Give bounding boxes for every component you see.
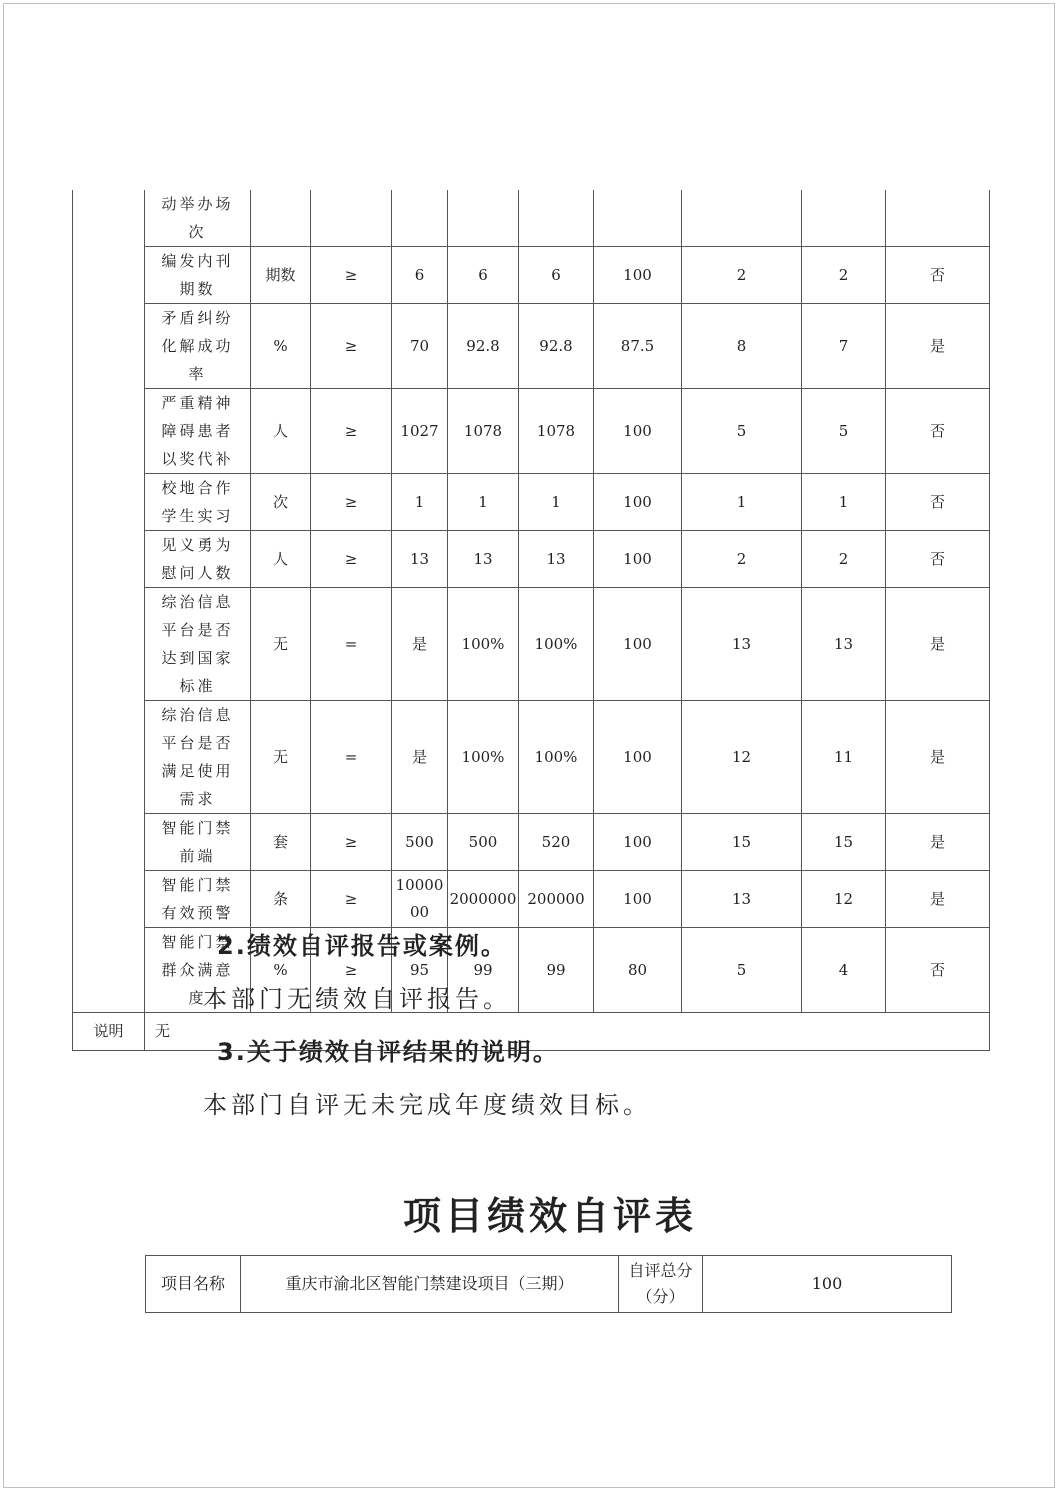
self-score-label: 自评总分（分） [619, 1256, 703, 1313]
indicator-value3: 92.8 [519, 304, 594, 389]
indicator-operator: = [311, 588, 392, 701]
indicator-score: 12 [802, 871, 886, 928]
section-3-text: 本部门自评无未完成年度绩效目标。 [203, 1091, 651, 1119]
section-2-heading: 2.绩效自评报告或案例。 [217, 932, 507, 960]
indicator-actual: 100% [448, 588, 519, 701]
indicator-weight: 8 [682, 304, 802, 389]
indicator-unit: 期数 [251, 247, 311, 304]
table-row [73, 588, 990, 701]
indicator-operator: ≥ [311, 474, 392, 531]
indicator-unit: % [251, 304, 311, 389]
indicator-target: 1000000 [392, 871, 448, 928]
indicator-value3: 100% [519, 701, 594, 814]
indicator-weight: 2 [682, 247, 802, 304]
indicator-flag: 否 [886, 474, 990, 531]
note-value: 无 [145, 1013, 990, 1051]
table-row [73, 304, 990, 389]
project-name-label: 项目名称 [146, 1256, 241, 1313]
indicator-score: 5 [802, 389, 886, 474]
indicator-flag: 否 [886, 247, 990, 304]
indicator-weight: 5 [682, 928, 802, 1013]
indicator-rate: 80 [594, 928, 682, 1013]
indicator-flag: 是 [886, 701, 990, 814]
note-label: 说明 [73, 1013, 145, 1051]
indicator-unit: 条 [251, 871, 311, 928]
indicator-unit: 人 [251, 531, 311, 588]
indicator-rate: 100 [594, 871, 682, 928]
table-row [73, 190, 990, 247]
indicator-score: 15 [802, 814, 886, 871]
indicator-weight: 2 [682, 531, 802, 588]
indicator-score: 1 [802, 474, 886, 531]
indicator-rate: 100 [594, 389, 682, 474]
indicator-value3: 13 [519, 531, 594, 588]
indicator-name: 编发内刊期数 [145, 247, 251, 304]
indicator-actual: 92.8 [448, 304, 519, 389]
indicator-score: 13 [802, 588, 886, 701]
table-row [73, 247, 990, 304]
self-score-value: 100 [703, 1256, 952, 1313]
table-row [73, 701, 990, 814]
indicator-operator: ≥ [311, 814, 392, 871]
indicator-target: 500 [392, 814, 448, 871]
indicator-value3: 100% [519, 588, 594, 701]
project-summary-table [145, 1255, 952, 1313]
indicator-score: 4 [802, 928, 886, 1013]
indicator-flag: 否 [886, 531, 990, 588]
indicator-target: 是 [392, 588, 448, 701]
indicator-weight: 5 [682, 389, 802, 474]
indicator-unit: 无 [251, 588, 311, 701]
section-3-heading: 3.关于绩效自评结果的说明。 [217, 1038, 559, 1066]
indicator-name: 综治信息平台是否满足使用需求 [145, 701, 251, 814]
indicator-flag: 是 [886, 588, 990, 701]
table-row [73, 474, 990, 531]
indicator-operator: ≥ [311, 247, 392, 304]
indicator-weight: 15 [682, 814, 802, 871]
indicator-name: 严重精神障碍患者以奖代补 [145, 389, 251, 474]
indicator-score: 11 [802, 701, 886, 814]
indicator-score: 7 [802, 304, 886, 389]
indicator-flag: 否 [886, 928, 990, 1013]
indicator-score: 2 [802, 531, 886, 588]
indicator-rate: 100 [594, 588, 682, 701]
project-name-value: 重庆市渝北区智能门禁建设项目（三期） [241, 1256, 619, 1313]
indicator-name: 综治信息平台是否达到国家标准 [145, 588, 251, 701]
indicator-value3: 1078 [519, 389, 594, 474]
indicator-score: 2 [802, 247, 886, 304]
indicator-unit: 次 [251, 474, 311, 531]
indicator-actual: 6 [448, 247, 519, 304]
table-row [73, 389, 990, 474]
indicator-rate: 100 [594, 247, 682, 304]
project-table-title: 项目绩效自评表 [402, 1194, 697, 1238]
indicator-unit: 无 [251, 701, 311, 814]
indicator-name: 见义勇为慰问人数 [145, 531, 251, 588]
indicator-actual: 100% [448, 701, 519, 814]
indicator-target: 13 [392, 531, 448, 588]
indicator-operator: = [311, 701, 392, 814]
indicator-rate: 100 [594, 474, 682, 531]
indicator-actual: 13 [448, 531, 519, 588]
table-row [146, 1256, 952, 1313]
indicator-unit: 人 [251, 389, 311, 474]
indicator-flag: 否 [886, 389, 990, 474]
indicator-flag: 是 [886, 871, 990, 928]
indicator-name: 智能门禁群众满意度 [145, 928, 251, 1013]
indicator-value3: 200000 [519, 871, 594, 928]
indicator-actual: 500 [448, 814, 519, 871]
indicator-target: 是 [392, 701, 448, 814]
table-row [73, 814, 990, 871]
indicator-rate: 87.5 [594, 304, 682, 389]
indicator-name: 矛盾纠纷化解成功率 [145, 304, 251, 389]
indicator-operator: ≥ [311, 389, 392, 474]
indicator-name: 智能门禁有效预警 [145, 871, 251, 928]
indicator-target: 6 [392, 247, 448, 304]
indicator-flag: 是 [886, 814, 990, 871]
indicator-operator: ≥ [311, 928, 392, 1013]
indicator-value3: 520 [519, 814, 594, 871]
performance-indicator-table [72, 190, 990, 1051]
indicator-flag: 是 [886, 304, 990, 389]
indicator-operator: ≥ [311, 304, 392, 389]
indicator-unit: % [251, 928, 311, 1013]
indicator-actual: 2000000 [448, 871, 519, 928]
indicator-actual: 1 [448, 474, 519, 531]
indicator-weight: 1 [682, 474, 802, 531]
indicator-name: 校地合作学生实习 [145, 474, 251, 531]
indicator-target: 70 [392, 304, 448, 389]
indicator-target: 95 [392, 928, 448, 1013]
indicator-operator: ≥ [311, 531, 392, 588]
indicator-actual: 1078 [448, 389, 519, 474]
indicator-operator: ≥ [311, 871, 392, 928]
indicator-target: 1027 [392, 389, 448, 474]
indicator-actual: 99 [448, 928, 519, 1013]
indicator-rate: 100 [594, 531, 682, 588]
section-2-text: 本部门无绩效自评报告。 [203, 985, 511, 1013]
indicator-rate: 100 [594, 814, 682, 871]
indicator-name: 动举办场次 [145, 190, 251, 247]
indicator-unit: 套 [251, 814, 311, 871]
indicator-value3: 1 [519, 474, 594, 531]
indicator-weight: 13 [682, 871, 802, 928]
indicator-weight: 13 [682, 588, 802, 701]
table-row [73, 871, 990, 928]
table-row [73, 531, 990, 588]
indicator-weight: 12 [682, 701, 802, 814]
indicator-name: 智能门禁前端 [145, 814, 251, 871]
indicator-value3: 99 [519, 928, 594, 1013]
indicator-rate: 100 [594, 701, 682, 814]
indicator-value3: 6 [519, 247, 594, 304]
indicator-target: 1 [392, 474, 448, 531]
